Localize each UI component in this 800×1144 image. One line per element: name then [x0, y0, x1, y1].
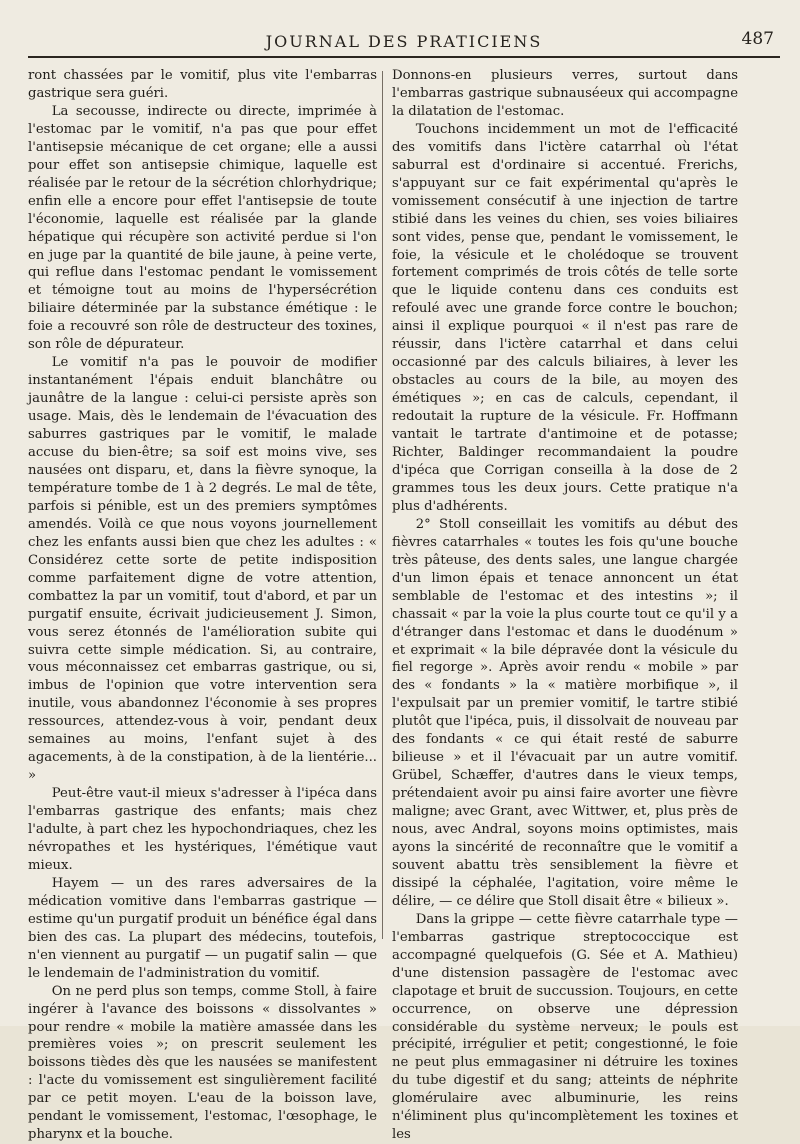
left-paragraph-2: La secousse, indirecte ou directe, imprimée à l'estomac par le vomitif, n'a pas que pour effet l'antisepsie mécanique de cet organe; elle a aussi pour effet son antisepsie chimique, laquelle est réalisée par le retour de la sécrétion chlorhydrique; enfin elle a encore pour effet l'antisepsie de toute l'économie, laquelle est réalisée par la glande hépatique qui récupère son activité perdue si l'on en juge par la quantité de bile jaune, à peine verte, qui reflue dans l'estomac pendant le vomissement et témoigne tout au moins de l'hypersécrétion biliaire déterminée par la substance émétique : le foie a recouvré son rôle de destructeur des toxines, son rôle de dépurateur.: [28, 103, 377, 353]
two-column-text: [28, 67, 768, 1143]
right-paragraph-2: Touchons incidemment un mot de l'efficacité des vomitifs dans l'ictère catarrhal où l'état saburral est d'ordinaire si accentué. Frerichs, s'appuyant sur ce fait expérimental qu'après le vomissement consécutif à une injection de tartre stibié dans les veines du chien, ses voies biliaires sont vides, pense que, pendant le vomissement, le foie, la vésicule et le cholédoque se trouvent fortement comprimés de trois côtés de telle sorte que le liquide contenu dans ces conduits est refoulé avec une grande force contre le bouchon; ainsi il explique pourquoi « il n'est pas rare de réussir, dans l'ictère catarrhal et dans celui occasionné par des calculs biliaires, à lever les obstacles au cours de la bile, au moyen des émétiques »; en cas de calculs, cependant, il redoutait la rupture de la vésicule. Fr. Hoffmann vantait le tartrate d'antimoine et de potasse; Richter, Baldinger recommandaient la poudre d'ipéca que Corrigan conseilla à la dose de 2 grammes tous les deux jours. Cette pratique n'a plus d'adhérents.: [392, 121, 738, 514]
journal-title: JOURNAL DES PRATICIENS: [265, 32, 543, 51]
left-column: [28, 67, 377, 1143]
left-paragraph-5: Hayem — un des rares adversaires de la médication vomitive dans l'embarras gastrique — estime qu'un purgatif produit un bénéfice égal dans bien des cas. La plupart des médecins, toutefois, n'en viennent au purgatif — un pugatif salin — que le lendemain de l'administration du vomitif.: [28, 875, 377, 981]
left-paragraph-1: ront chassées par le vomitif, plus vite l'embarras gastrique sera guéri.: [28, 68, 377, 101]
running-header: [28, 28, 780, 62]
right-paragraph-4: Dans la grippe — cette fièvre catarrhale type — l'embarras gastrique streptococcique est accompagné quelquefois (G. Sée et A. Mathieu) d'une distension passagère de l'estomac avec clapotage et bruit de succussion. Toujours, en cette occurrence, on observe une dépression considérable du système nerveux; le pouls est précipité, irrégulier et petit; congestionné, le foie ne peut plus emmagasiner ni détruire les toxines du tube digestif et du sang; atteints de néphrite glomérulaire avec albuminurie, les reins n'éliminent plus qu'incomplètement les toxines et les: [392, 911, 738, 1143]
right-column: [392, 67, 738, 1143]
right-paragraph-3: 2° Stoll conseillait les vomitifs au début des fièvres catarrhales « toutes les fois qu'une bouche très pâteuse, des dents sales, une langue chargée d'un limon épais et tenace annoncent un état semblable de l'estomac et des intestins »; il chassait « par la voie la plus courte tout ce qu'il y a d'étranger dans l'estomac et dans le duodénum » et exprimait « la bile dépravée dont la vésicule du fiel regorge ». Après avoir rendu « mobile » par des « fondants » la « matière morbifique », il l'expulsait par un premier vomitif, le tartre stibié plutôt que l'ipéca, puis, il dissolvait de nouveau par des fondants « ce qui était resté de saburre bilieuse » et il l'évacuait par un autre vomitif. Grübel, Schæffer, d'autres dans le vieux temps, prétendaient avoir pu ainsi faire avorter une fièvre maligne; avec Grant, avec Wittwer, et, plus près de nous, avec Andral, soyons moins optimistes, mais ayons la sincérité de reconnaître que le vomitif a souvent abattu très sensiblement la fièvre et dissipé la céphalée, l'agitation, voire même le délire, — ce délire que Stoll disait être « bilieux ».: [392, 516, 738, 909]
page-number: 487: [741, 29, 774, 49]
header-rule: [28, 56, 780, 58]
right-paragraph-1: Donnons-en plusieurs verres, surtout dans l'embarras gastrique subnauséeux qui accompagne la dilatation de l'estomac.: [392, 68, 738, 119]
left-paragraph-6: On ne perd plus son temps, comme Stoll, à faire ingérer à l'avance des boissons « dissolvantes » pour rendre « mobile la matière amassée dans les premières voies »; on prescrit seulement les boissons tièdes dès que les nausées se manifestent : l'acte du vomissement est singulièrement facilité par ce petit moyen. L'eau de la boisson lave, pendant le vomissement, l'estomac, l'œsophage, le pharynx et la bouche.: [28, 983, 377, 1143]
column-divider: [382, 71, 383, 939]
left-paragraph-3: Le vomitif n'a pas le pouvoir de modifier instantanément l'épais enduit blanchâtre ou jaunâtre de la langue : celui-ci persiste après son usage. Mais, dès le lendemain de l'évacuation des saburres gastriques par le vomitif, le malade accuse du bien-être; sa soif est moins vive, ses nausées ont disparu, et, dans la fièvre synoque, la température tombe de 1 à 2 degrés. Le mal de tête, parfois si pénible, est un des premiers symptômes amendés. Voilà ce que nous voyons journellement chez les enfants aussi bien que chez les adultes : « Considérez cette sorte de petite indisposition comme parfaitement digne de votre attention, combattez la par un vomitif, tout d'abord, et par un purgatif ensuite, écrivait judicieusement J. Simon, vous serez étonnés de l'amélioration subite qui suivra cette simple médication. Si, au contraire, vous méconnaissez cet embarras gastrique, ou si, imbus de l'opinion que votre intervention sera inutile, vous abandonnez l'économie à ses propres ressources, attendez-vous à voir, pendant deux semaines au moins, l'enfant sujet à des agacements, à de la constipation, à de la lientérie... »: [28, 355, 377, 784]
left-paragraph-4: Peut-être vaut-il mieux s'adresser à l'ipéca dans l'embarras gastrique des enfants; mais chez l'adulte, à part chez les hypochondriaques, chez les névropathes et les hystériques, l'émétique vaut mieux.: [28, 786, 377, 873]
